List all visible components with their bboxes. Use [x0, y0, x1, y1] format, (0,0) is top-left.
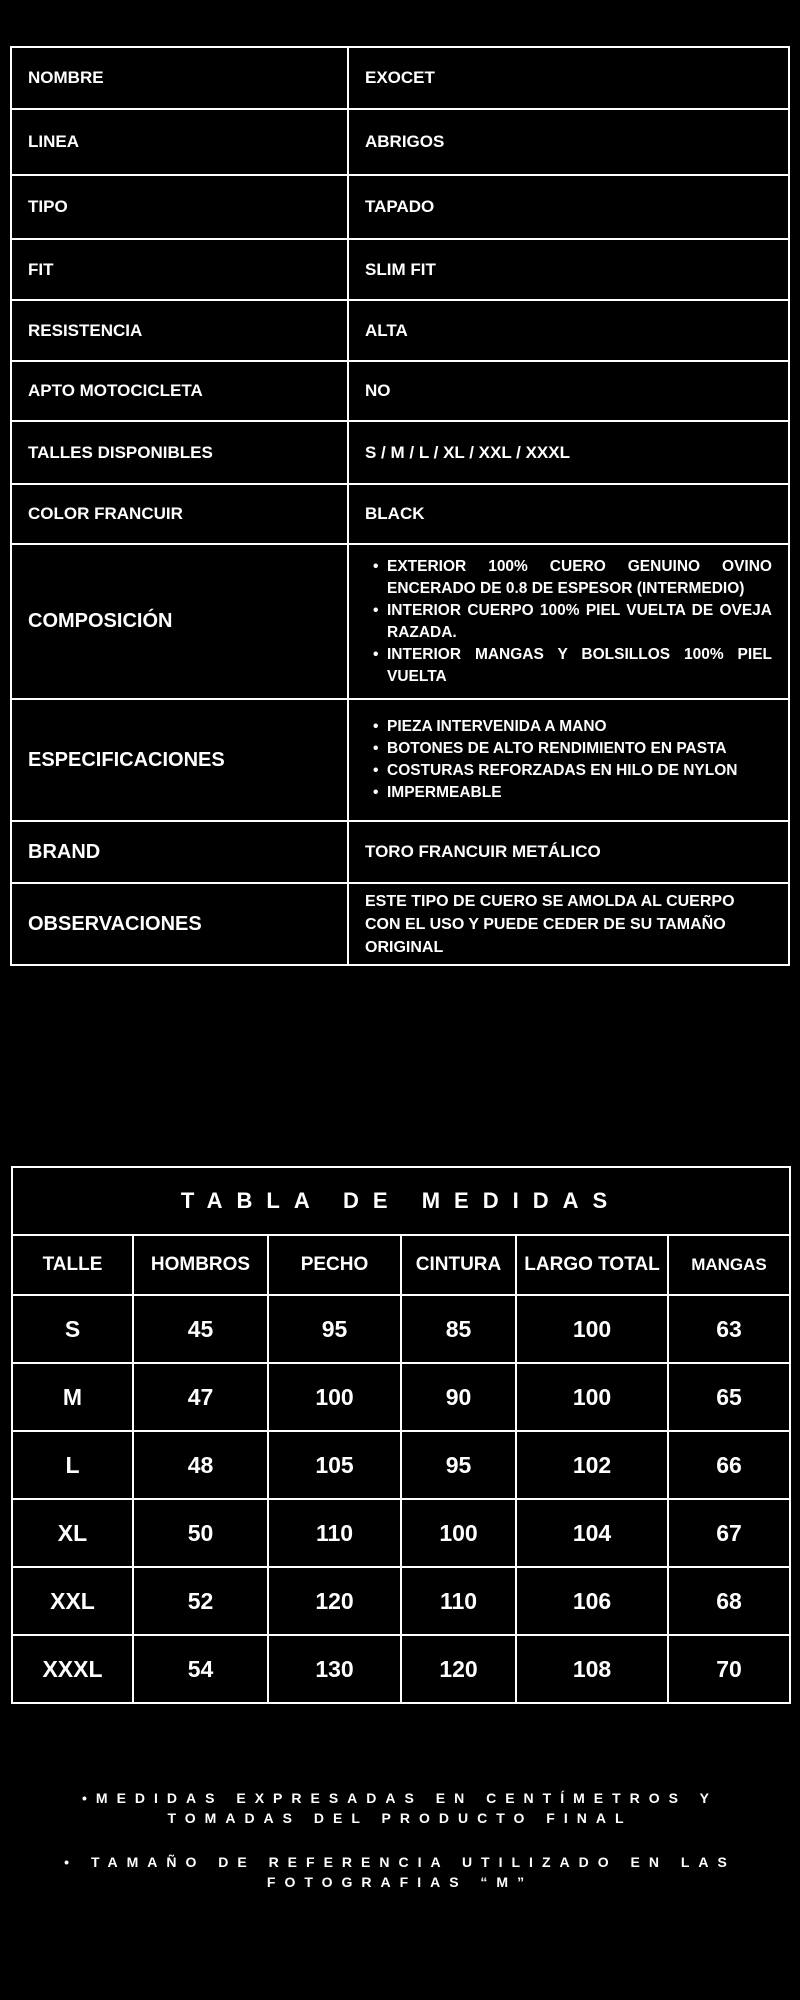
- table-row: [12, 1363, 790, 1431]
- spec-row-nombre: [11, 47, 789, 109]
- spec-label: LINEA: [11, 109, 348, 175]
- size-cell: XXL: [12, 1567, 133, 1635]
- size-chart-table: [11, 1166, 791, 1704]
- list-item: • PIEZA INTERVENIDA A MANO: [373, 716, 772, 738]
- spec-value-list: [348, 544, 789, 699]
- table-row: [12, 1431, 790, 1499]
- list-item: • INTERIOR CUERPO 100% PIEL VUELTA DE OVEJA RAZADA.: [373, 600, 772, 644]
- table-cell: 95: [268, 1295, 401, 1363]
- spec-label: OBSERVACIONES: [11, 883, 348, 965]
- table-cell: 130: [268, 1635, 401, 1703]
- spec-row-composicion: [11, 544, 789, 699]
- spec-row-color: [11, 484, 789, 544]
- size-cell: L: [12, 1431, 133, 1499]
- size-chart-header-row: [12, 1235, 790, 1295]
- spec-label: FIT: [11, 239, 348, 300]
- spec-value: TAPADO: [348, 175, 789, 239]
- table-cell: 95: [401, 1431, 516, 1499]
- spec-label: NOMBRE: [11, 47, 348, 109]
- column-header: PECHO: [268, 1235, 401, 1295]
- list-item: • IMPERMEABLE: [373, 782, 772, 804]
- table-cell: 108: [516, 1635, 668, 1703]
- table-cell: 120: [268, 1567, 401, 1635]
- table-cell: 104: [516, 1499, 668, 1567]
- measurement-note: •MEDIDAS EXPRESADAS EN CENTÍMETROS Y TOMADAS DEL PRODUCTO FINAL: [82, 1790, 718, 1826]
- table-cell: 100: [401, 1499, 516, 1567]
- table-cell: 105: [268, 1431, 401, 1499]
- spec-row-apto-motocicleta: [11, 361, 789, 421]
- list-item: • COSTURAS REFORZADAS EN HILO DE NYLON: [373, 760, 772, 782]
- reference-size-note: • TAMAÑO DE REFERENCIA UTILIZADO EN LAS FOTOGRAFIAS “M”: [64, 1854, 736, 1890]
- spec-value: SLIM FIT: [348, 239, 789, 300]
- size-cell: M: [12, 1363, 133, 1431]
- table-cell: 85: [401, 1295, 516, 1363]
- table-row: [12, 1499, 790, 1567]
- table-cell: 110: [401, 1567, 516, 1635]
- spec-row-talles: [11, 421, 789, 484]
- spec-label: COLOR FRANCUIR: [11, 484, 348, 544]
- spec-row-fit: [11, 239, 789, 300]
- table-cell: 120: [401, 1635, 516, 1703]
- column-header: CINTURA: [401, 1235, 516, 1295]
- size-cell: XL: [12, 1499, 133, 1567]
- composicion-list: [365, 556, 772, 688]
- table-cell: 66: [668, 1431, 790, 1499]
- spec-value: EXOCET: [348, 47, 789, 109]
- spec-label: TIPO: [11, 175, 348, 239]
- table-cell: 106: [516, 1567, 668, 1635]
- spec-value: ALTA: [348, 300, 789, 361]
- table-row: [12, 1295, 790, 1363]
- spec-value: BLACK: [348, 484, 789, 544]
- list-item: • EXTERIOR 100% CUERO GENUINO OVINO ENCERADO DE 0.8 DE ESPESOR (INTERMEDIO): [373, 556, 772, 600]
- spec-value: ESTE TIPO DE CUERO SE AMOLDA AL CUERPO CON EL USO Y PUEDE CEDER DE SU TAMAÑO ORIGINAL: [348, 883, 789, 965]
- table-cell: 52: [133, 1567, 268, 1635]
- table-cell: 90: [401, 1363, 516, 1431]
- spec-label: BRAND: [11, 821, 348, 883]
- spec-value: S / M / L / XL / XXL / XXXL: [348, 421, 789, 484]
- spec-row-observaciones: [11, 883, 789, 965]
- column-header: TALLE: [12, 1235, 133, 1295]
- spec-label: ESPECIFICACIONES: [11, 699, 348, 821]
- column-header: MANGAS: [668, 1235, 790, 1295]
- spec-value: TORO FRANCUIR METÁLICO: [348, 821, 789, 883]
- especificaciones-list: [365, 716, 772, 804]
- table-cell: 63: [668, 1295, 790, 1363]
- spec-value: NO: [348, 361, 789, 421]
- size-cell: S: [12, 1295, 133, 1363]
- table-row: [12, 1567, 790, 1635]
- list-item: • INTERIOR MANGAS Y BOLSILLOS 100% PIEL VUELTA: [373, 644, 772, 688]
- size-chart-title: TABLA DE MEDIDAS: [12, 1167, 790, 1235]
- table-cell: 47: [133, 1363, 268, 1431]
- table-cell: 100: [516, 1295, 668, 1363]
- table-cell: 50: [133, 1499, 268, 1567]
- spec-row-linea: [11, 109, 789, 175]
- spec-label: TALLES DISPONIBLES: [11, 421, 348, 484]
- table-cell: 54: [133, 1635, 268, 1703]
- table-cell: 100: [268, 1363, 401, 1431]
- list-item: • BOTONES DE ALTO RENDIMIENTO EN PASTA: [373, 738, 772, 760]
- spec-label: COMPOSICIÓN: [11, 544, 348, 699]
- size-cell: XXXL: [12, 1635, 133, 1703]
- table-cell: 102: [516, 1431, 668, 1499]
- product-spec-table: [10, 46, 790, 966]
- spec-row-resistencia: [11, 300, 789, 361]
- table-cell: 100: [516, 1363, 668, 1431]
- table-cell: 70: [668, 1635, 790, 1703]
- spec-value-list: [348, 699, 789, 821]
- table-cell: 67: [668, 1499, 790, 1567]
- spec-value: ABRIGOS: [348, 109, 789, 175]
- spec-row-brand: [11, 821, 789, 883]
- spec-label: APTO MOTOCICLETA: [11, 361, 348, 421]
- table-cell: 65: [668, 1363, 790, 1431]
- table-cell: 48: [133, 1431, 268, 1499]
- table-cell: 110: [268, 1499, 401, 1567]
- spec-row-especificaciones: [11, 699, 789, 821]
- column-header: LARGO TOTAL: [516, 1235, 668, 1295]
- table-cell: 68: [668, 1567, 790, 1635]
- spec-row-tipo: [11, 175, 789, 239]
- spec-label: RESISTENCIA: [11, 300, 348, 361]
- table-row: [12, 1635, 790, 1703]
- column-header: HOMBROS: [133, 1235, 268, 1295]
- table-cell: 45: [133, 1295, 268, 1363]
